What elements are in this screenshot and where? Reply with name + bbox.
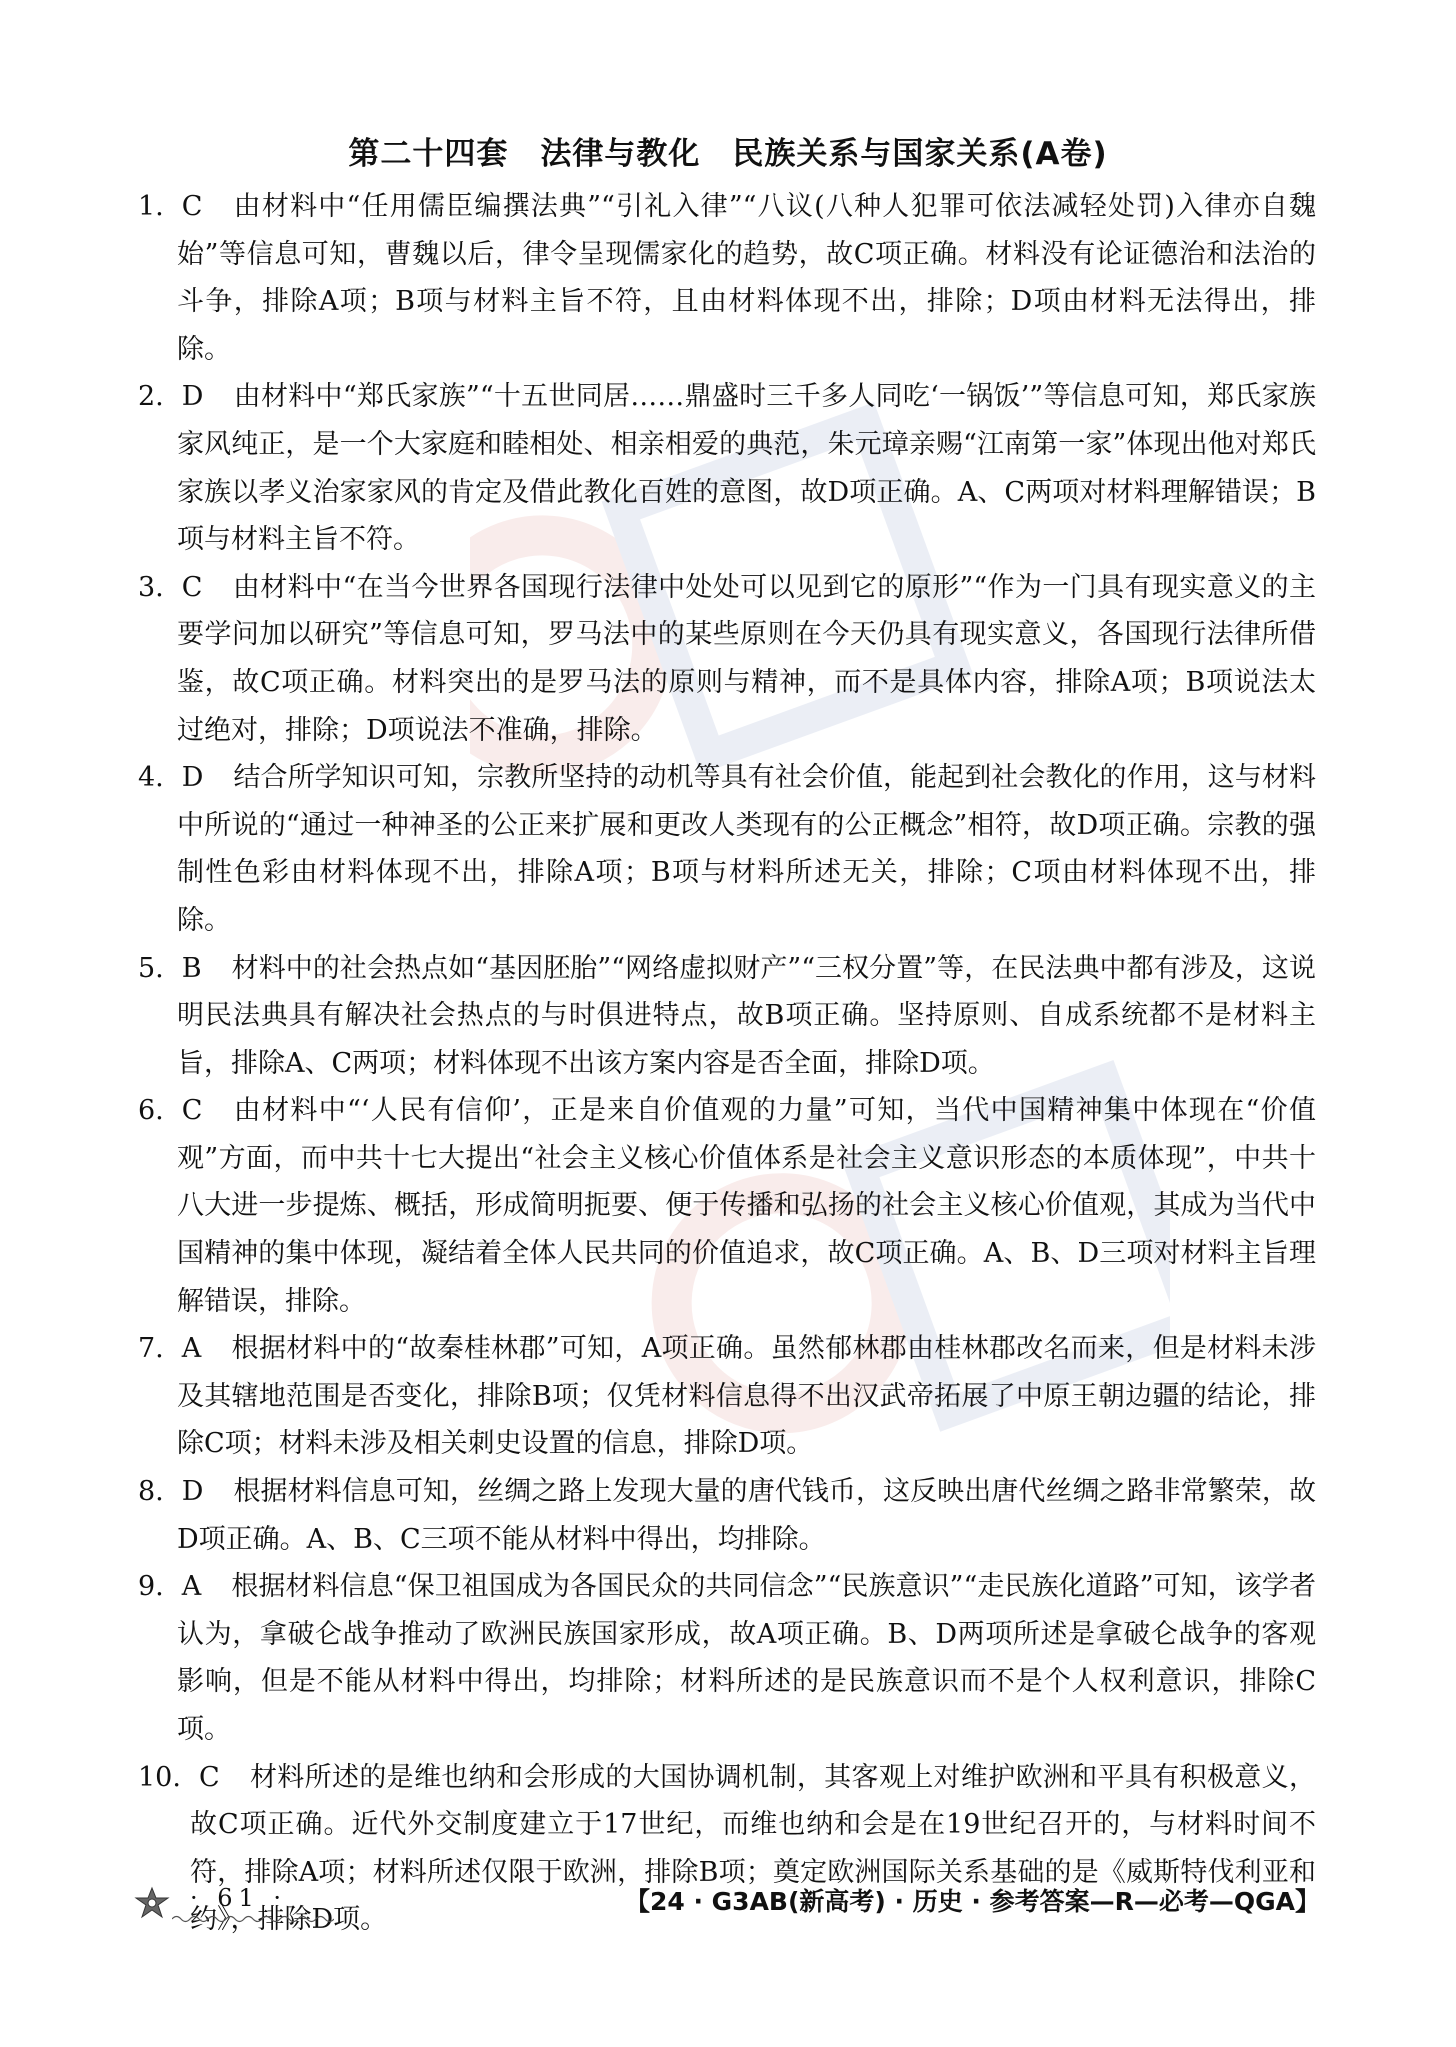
answer-explanation: 结合所学知识可知，宗教所坚持的动机等具有社会价值，能起到社会教化的作用，这与材料中所说的“通过一种神圣的公正来扩展和更改人类现有的公正概念”相符，故D项正确。宗教的强制性色彩由材料体现不出，排除A项；B项与材料所述无关，排除；C项由材料体现不出，排除。 [177,762,1316,936]
answer-explanation: 由材料中“郑氏家族”“十五世同居……鼎盛时三千多人同吃‘一锅饭’”等信息可知，郑氏家族家风纯正，是一个大家庭和睦相处、相亲相爱的典范，朱元璋亲赐“江南第一家”体现出他对郑氏家族以孝义治家家风的肯定及借此教化百姓的意图，故D项正确。A、C两项对材料理解错误；B项与材料主旨不符。 [177,381,1316,556]
answer-explanation: 材料中的社会热点如“基因胚胎”“网络虚拟财产”“三权分置”等，在民法典中都有涉及，这说明民法典具有解决社会热点的与时俱进特点，故B项正确。坚持原则、自成系统都不是材料主旨，排除A、C两项；材料体现不出该方案内容是否全面，排除D项。 [177,952,1316,1079]
answer-letter: C [181,571,203,603]
answer-letter: D [181,1476,204,1508]
page-title: 第二十四套 法律与教化 民族关系与国家关系(A卷) [348,136,1108,172]
answer-item [138,373,1316,563]
answer-letter: C [198,1761,220,1793]
answer-item [138,754,1316,944]
answer-number: 3. [138,571,164,603]
answer-explanation: 根据材料信息“保卫祖国成为各国民众的共同信念”“民族意识”“走民族化道路”可知，该学者认为，拿破仑战争推动了欧洲民族国家形成，故A项正确。B、D两项所述是拿破仑战争的客观影响，但是不能从材料中得出，均排除；材料所述的是民族意识而不是个人权利意识，排除C项。 [177,1571,1316,1745]
answer-number: 2. [138,381,164,413]
answer-item [138,945,1316,1088]
decorative-wave [172,1914,334,1924]
flower-icon [132,1886,172,1920]
answer-item [138,183,1316,373]
answer-explanation: 由材料中“‘人民有信仰’，正是来自价值观的力量”可知，当代中国精神集中体现在“价值观”方面，而中共十七大提出“社会主义核心价值体系是社会主义意识形态的本质体现”，中共十八大进一步提炼、概括，形成简明扼要、便于传播和弘扬的社会主义核心价值观，其成为当代中国精神的集中体现，凝结着全体人民共同的价值追求，故C项正确。A、B、D三项对材料主旨理解错误，排除。 [177,1095,1316,1317]
answer-explanation: 由材料中“在当今世界各国现行法律中处处可以见到它的原形”“作为一门具有现实意义的主要学问加以研究”等信息可知，罗马法中的某些原则在今天仍具有现实意义，各国现行法律所借鉴，故C项正确。材料突出的是罗马法的原则与精神，而不是具体内容，排除A项；B项说法太过绝对，排除；D项说法不准确，排除。 [177,571,1316,746]
answer-number: 9. [138,1571,164,1603]
answer-number: 7. [138,1333,164,1365]
answer-letter: C [181,1095,203,1127]
answer-explanation: 根据材料中的“故秦桂林郡”可知，A项正确。虽然郁林郡由桂林郡改名而来，但是材料未涉及其辖地范围是否变化，排除B项；仅凭材料信息得不出汉武帝拓展了中原王朝边疆的结论，排除C项；材料未涉及相关刺史设置的信息，排除D项。 [177,1333,1316,1460]
answer-letter: D [181,762,204,794]
answer-item [138,1563,1316,1753]
answer-number: 8. [138,1476,164,1508]
answer-item [138,564,1316,754]
page-footer [0,1880,1456,1940]
page-number: · 61 · [190,1884,288,1912]
answer-item [138,1468,1316,1563]
answer-explanation: 由材料中“任用儒臣编撰法典”“引礼入律”“八议(八种人犯罪可依法减轻处罚)入律亦自魏始”等信息可知，曹魏以后，律令呈现儒家化的趋势，故C项正确。材料没有论证德治和法治的斗争，排除A项；B项与材料主旨不符，且由材料体现不出，排除；D项由材料无法得出，排除。 [177,191,1316,365]
answer-letter: C [181,191,203,222]
answer-item [138,1325,1316,1468]
answer-item [138,1087,1316,1325]
footer-code: 【24 · G3AB(新高考) · 历史 · 参考答案—R—必考—QGA】 [624,1887,1320,1916]
answer-number: 1. [138,191,164,222]
answer-explanation: 材料所述的是维也纳和会形成的大国协调机制，其客观上对维护欧洲和平具有积极意义，故C项正确。近代外交制度建立于17世纪，而维也纳和会是在19世纪召开的，与材料时间不符，排除A项；材料所述仅限于欧洲，排除B项；奠定欧洲国际关系基础的是《威斯特伐利亚和约》，排除D项。 [190,1761,1316,1936]
answer-letter: A [181,1333,202,1365]
answer-number: 10. [138,1761,181,1793]
answer-letter: B [181,952,202,984]
answer-list [138,183,1316,1944]
answer-number: 5. [138,952,164,984]
answer-number: 4. [138,762,164,794]
answer-letter: D [181,381,204,413]
answer-number: 6. [138,1095,164,1127]
answer-letter: A [181,1571,202,1603]
answer-explanation: 根据材料信息可知，丝绸之路上发现大量的唐代钱币，这反映出唐代丝绸之路非常繁荣，故D项正确。A、B、C三项不能从材料中得出，均排除。 [177,1476,1316,1555]
